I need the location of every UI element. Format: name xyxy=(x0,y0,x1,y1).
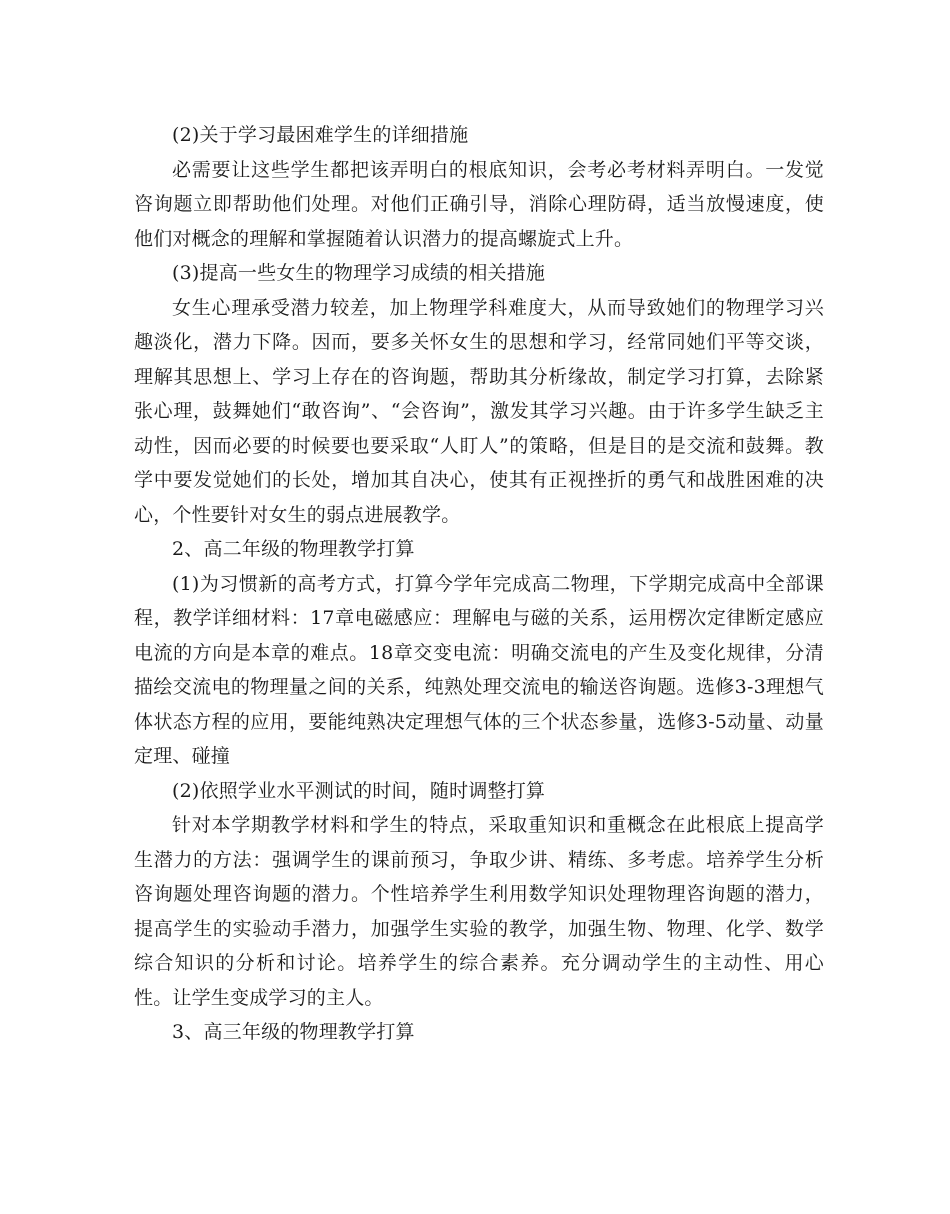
heading-grade-three-plan: 3、高三年级的物理教学打算 xyxy=(172,1021,415,1043)
paragraph-teaching-methods: 针对本学期教学材料和学生的特点，采取重知识和重概念在此根底上提高学生潜力的方法：强调学生的课前预习，争取少讲、精练、多考虑。培养学生分析咨询题处理咨询题的潜力。个性培养学生利用数学知识处理物理咨询题的潜力，提高学生的实验动手潜力，加强学生实验的教学，加强生物、物理、化学、数学综合知识的分析和讨论。培养学生的综合素养。充分调动学生的主动性、用心性。让学生变成学习的主人。 xyxy=(134,814,824,1009)
heading-grade-two-plan: 2、高二年级的物理教学打算 xyxy=(172,538,415,560)
heading-adjust-plan: (2)依照学业水平测试的时间，随时调整打算 xyxy=(172,779,546,802)
heading-struggling-students: (2)关于学习最困难学生的详细措施 xyxy=(172,124,469,146)
paragraph-female-students: 女生心理承受潜力较差，加上物理学科难度大，从而导致她们的物理学习兴趣淡化，潜力下降。因而，要多关怀女生的思想和学习，经常同她们平等交谈，理解其思想上、学习上存在的咨询题，帮助其分析缘故，制定学习打算，去除紧张心理，鼓舞她们“敢咨询”、“会咨询”，激发其学习兴趣。由于许多学生缺乏主动性，因而必要的时候要也要采取“人盯人”的策略，但是目的是交流和鼓舞。教学中要发觉她们的长处，增加其自决心，使其有正视挫折的勇气和战胜困难的决心，个性要针对女生的弱点进展教学。 xyxy=(134,296,824,526)
paragraph-struggling-students: 必需要让这些学生都把该弄明白的根底知识，会考必考材料弄明白。一发觉咨询题立即帮助他们处理。对他们正确引导，消除心理防碍，适当放慢速度，使他们对概念的理解和掌握随着认识潜力的提高螺旋式上升。 xyxy=(134,158,824,250)
document-body xyxy=(134,118,824,1050)
paragraph-grade-two-content: (1)为习惯新的高考方式，打算今学年完成高二物理，下学期完成高中全部课程，教学详细材料：17章电磁感应：理解电与磁的关系，运用楞次定律断定感应电流的方向是本章的难点。18章交变电流：明确交流电的产生及变化规律，分清描绘交流电的物理量之间的关系，纯熟处理交流电的输送咨询题。选修3-3理想气体状态方程的应用，要能纯熟决定理想气体的三个状态参量，选修3-5动量、动量定理、碰撞 xyxy=(134,572,824,767)
heading-female-students: (3)提高一些女生的物理学习成绩的相关措施 xyxy=(172,262,546,284)
